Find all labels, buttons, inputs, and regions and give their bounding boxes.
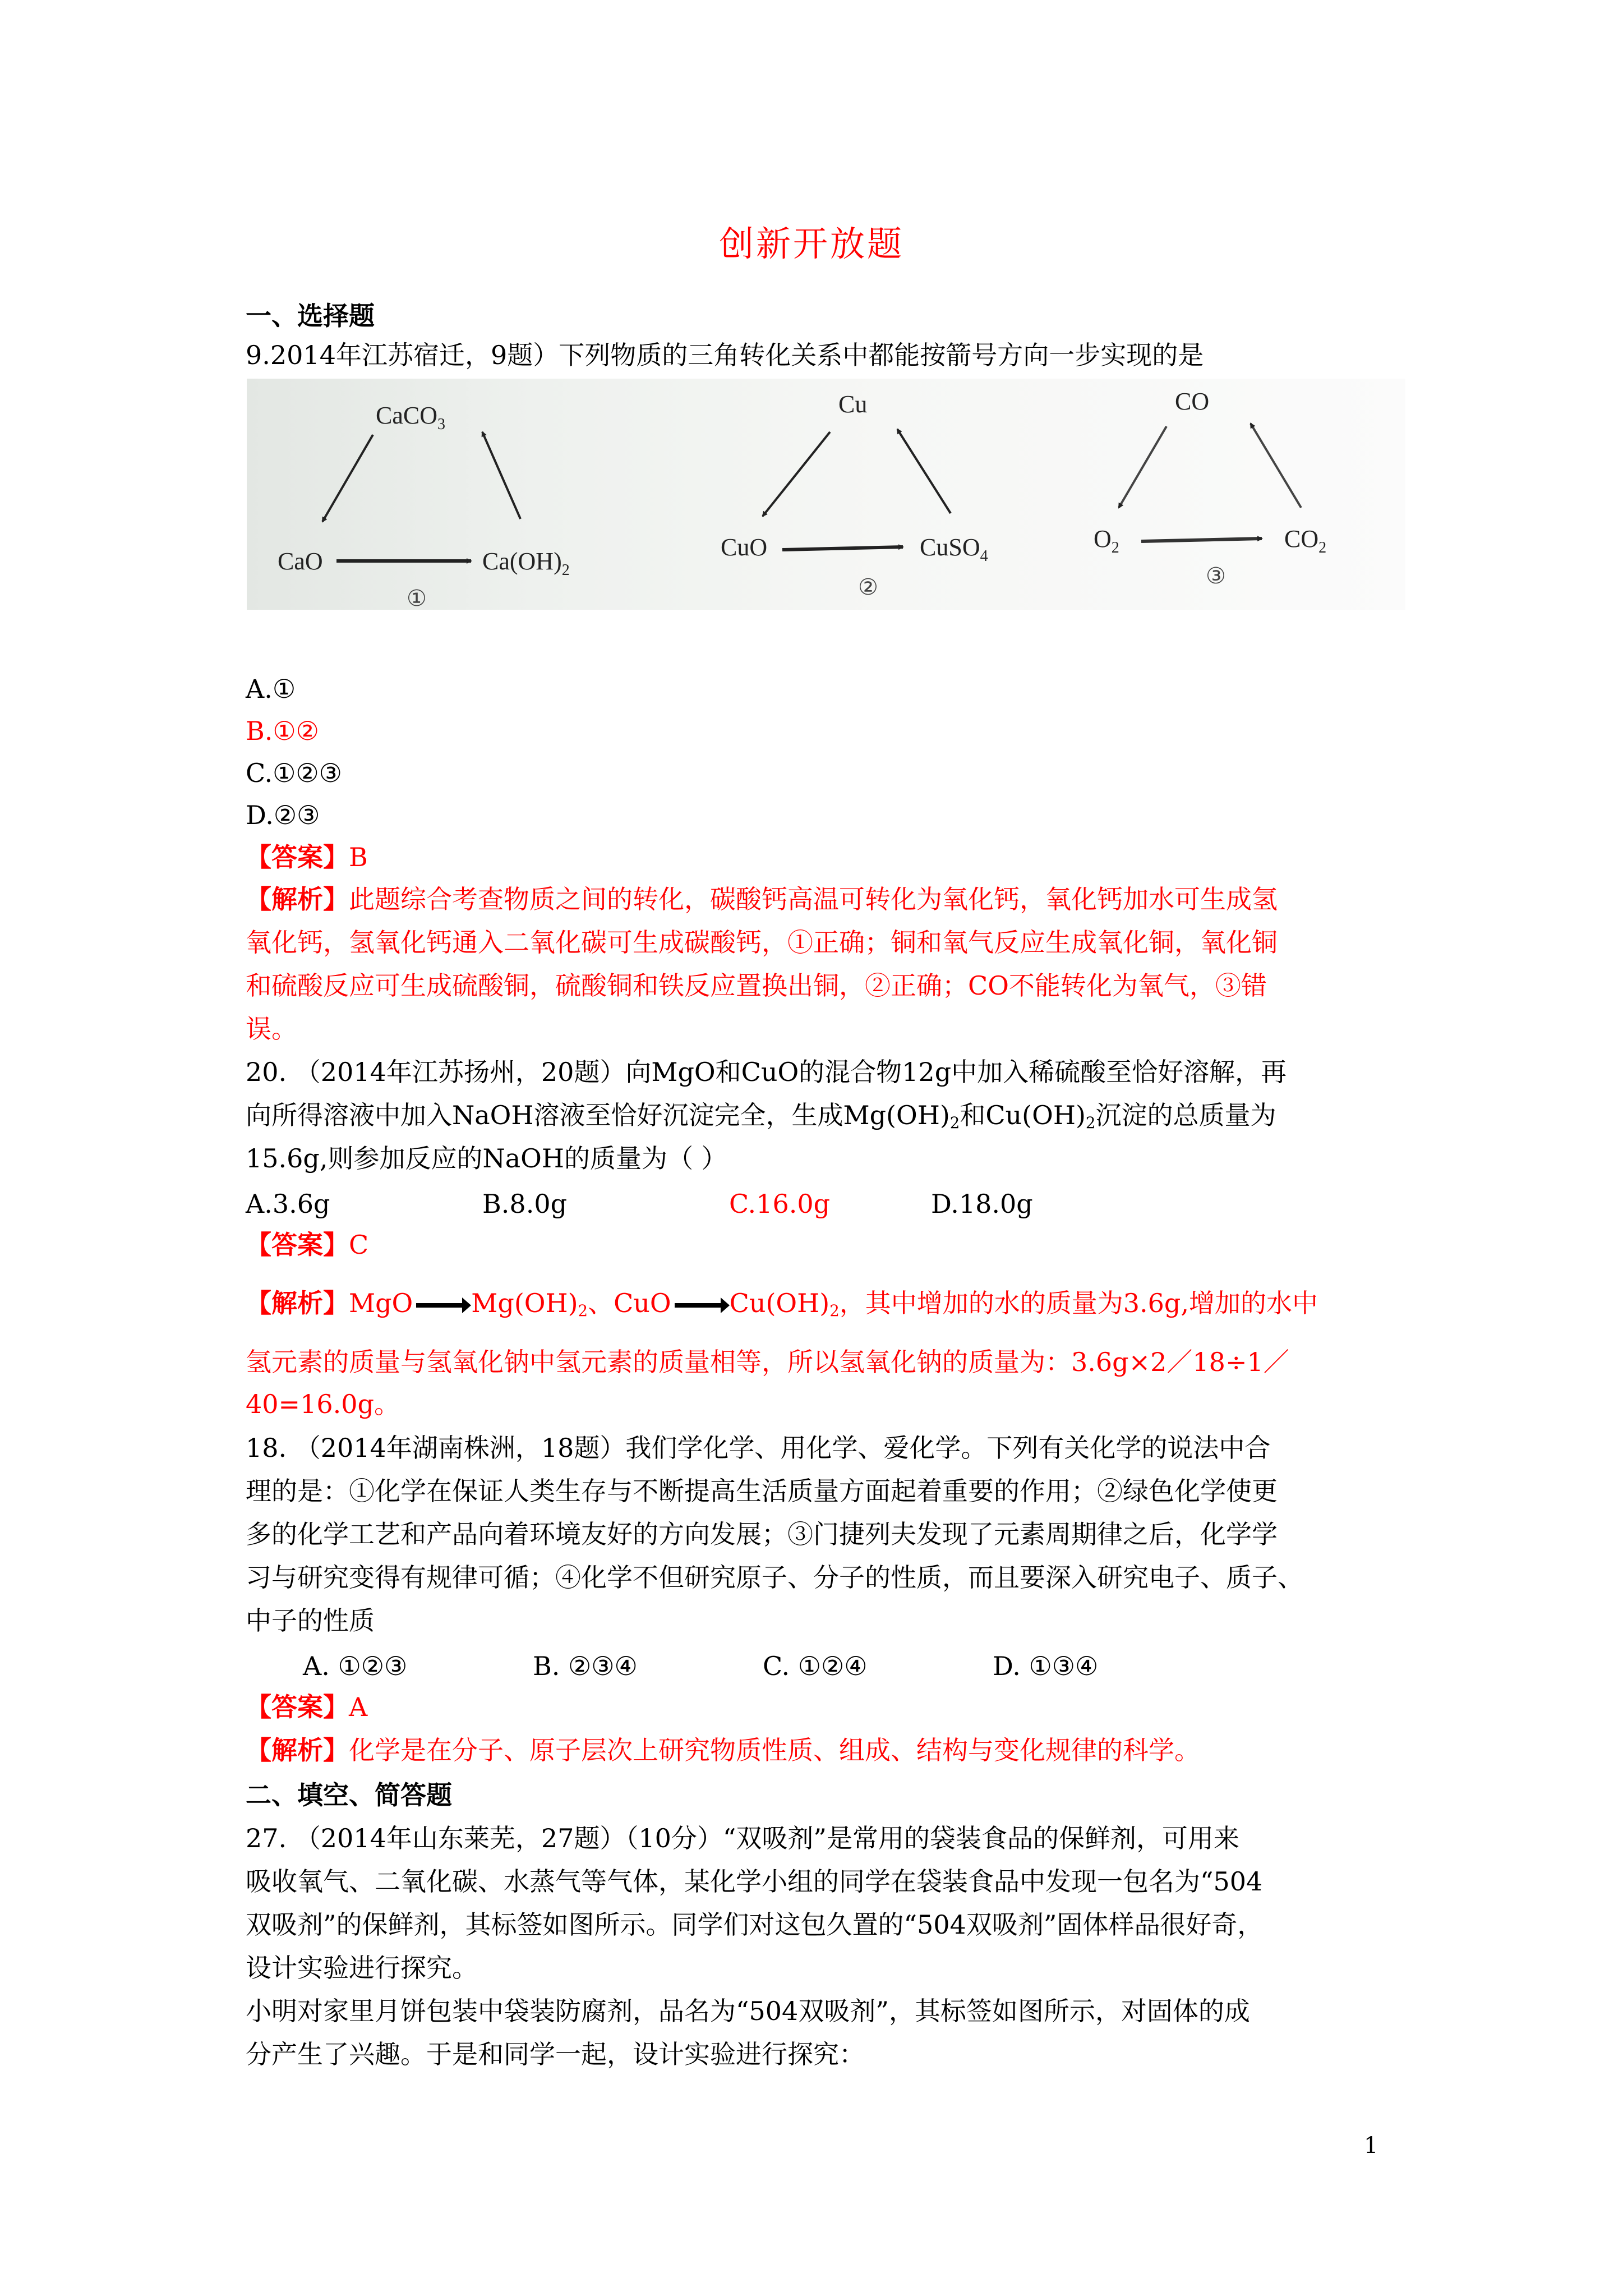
q27-line-2: 吸收氧气、二氧化碳、水蒸气等气体，某化学小组的同学在袋装食品中发现一包名为“504 [246, 1866, 1263, 1897]
t1-top: CaCO$_3$ [376, 402, 445, 433]
q20-option-b: B.8.0g [482, 1189, 568, 1219]
q20-stem-line-3: 15.6g,则参加反应的NaOH的质量为（ ） [246, 1143, 727, 1174]
t2-right: CuSO$_4$ [920, 533, 988, 565]
t3-right: $CO_2$ [1284, 525, 1327, 556]
q20-analysis-line-3: 40=16.0g。 [246, 1389, 400, 1419]
q9-analysis-line-3: 和硫酸反应可生成硫酸铜，硫酸铜和铁反应置换出铜，②正确；CO不能转化为氧气，③错 [246, 970, 1267, 1001]
t1-arrow-right-top [482, 432, 520, 519]
t2-top: Cu [838, 390, 868, 418]
q18-answer: 【答案】A [246, 1692, 368, 1722]
t3-arrow-right-top [1251, 424, 1301, 508]
t2-arrow-left-right [782, 547, 903, 550]
q9-option-a: A.① [246, 674, 296, 704]
q18-stem-line-1: 18. （2014年湖南株洲，18题）我们学化学、用化学、爱化学。下列有关化学的说法中合 [246, 1433, 1271, 1463]
q20-option-d: D.18.0g [931, 1189, 1033, 1219]
q9-conversion-figure [247, 379, 1405, 610]
t1-left: CaO [278, 547, 323, 575]
t2-left: CuO [721, 533, 768, 561]
t3-arrow-left-right [1141, 539, 1262, 541]
reaction-arrow-icon [675, 1303, 726, 1308]
q9-option-b: B.①② [246, 716, 319, 746]
t3-left: $O_2$ [1094, 525, 1119, 556]
q18-option-b: B. ②③④ [533, 1651, 638, 1681]
page-number: 1 [1364, 2133, 1378, 2159]
q27-line-5: 小明对家里月饼包装中袋装防腐剂，品名为“504双吸剂”，其标签如图所示，对固体的成 [246, 1996, 1250, 2026]
q18-option-a: A. ①②③ [303, 1651, 408, 1681]
t3-top: CO [1175, 388, 1210, 415]
q18-stem-line-4: 习与研究变得有规律可循；④化学不但研究原子、分子的性质，而且要深入研究电子、质子、 [246, 1562, 1303, 1593]
q27-line-4: 设计实验进行探究。 [246, 1953, 478, 1983]
t2-arrow-right-top [897, 429, 951, 513]
answer-label: 【答案】 [246, 842, 349, 872]
q9-option-c: C.①②③ [246, 758, 342, 788]
t2-arrow-top-left [763, 432, 830, 516]
triangle-1 [278, 402, 570, 610]
q9-analysis-line-1: 【解析】此题综合考查物质之间的转化，碳酸钙高温可转化为氧化钙，氧化钙加水可生成氢 [246, 884, 1278, 914]
q20-analysis-line-2: 氢元素的质量与氢氧化钠中氢元素的质量相等，所以氢氧化钠的质量为：3.6g×2／18÷1／ [246, 1347, 1289, 1377]
q18-stem-line-3: 多的化学工艺和产品向着环境友好的方向发展；③门捷列夫发现了元素周期律之后，化学学 [246, 1519, 1278, 1549]
q9-analysis-line-4: 误。 [246, 1014, 297, 1044]
q9-answer [246, 844, 368, 870]
q20-answer: 【答案】C [246, 1230, 369, 1260]
q27-line-6: 分产生了兴趣。于是和同学一起，设计实验进行探究： [246, 2039, 865, 2069]
page-title: 创新开放题 [718, 223, 904, 264]
triangle-diagrams [247, 379, 1405, 610]
section-heading-choice: 一、选择题 [246, 301, 375, 331]
q20-option-a: A.3.6g [246, 1189, 330, 1219]
q27-line-1: 27. （2014年山东莱芜，27题）（10分）“双吸剂”是常用的袋装食品的保鲜剂，可用来 [246, 1823, 1239, 1853]
q20-stem-line-1: 20. （2014年江苏扬州，20题）向MgO和CuO的混合物12g中加入稀硫酸至恰好溶解，再 [246, 1057, 1287, 1087]
section-heading-fill: 二、填空、简答题 [246, 1780, 452, 1810]
triangle-3 [1094, 388, 1326, 589]
q9-stem: 9.2014年江苏宿迁，9题）下列物质的三角转化关系中都能按箭号方向一步实现的是 [246, 340, 1204, 370]
t3-label: ③ [1206, 563, 1226, 589]
q9-analysis-line-2: 氧化钙，氢氧化钙通入二氧化碳可生成碳酸钙，①正确；铜和氧气反应生成氧化铜，氧化铜 [246, 927, 1278, 958]
reaction-arrow-icon [416, 1303, 468, 1308]
q18-option-d: D. ①③④ [993, 1651, 1099, 1681]
q18-stem-line-5: 中子的性质 [246, 1605, 375, 1636]
q27-line-3: 双吸剂”的保鲜剂，其标签如图所示。同学们对这包久置的“504双吸剂”固体样品很好奇， [246, 1910, 1264, 1940]
t2-label: ② [858, 574, 878, 600]
q18-analysis: 【解析】化学是在分子、原子层次上研究物质性质、组成、结构与变化规律的科学。 [246, 1735, 1200, 1765]
q9-option-d: D.②③ [246, 800, 320, 830]
t1-arrow-top-left [322, 435, 373, 522]
t3-arrow-top-left [1119, 426, 1166, 508]
q18-option-c: C. ①②④ [763, 1651, 868, 1681]
q20-option-c: C.16.0g [729, 1189, 831, 1219]
q20-stem-line-2: 向所得溶液中加入NaOH溶液至恰好沉淀完全，生成$Mg(OH)_2$和$Cu(OH)_2$沉淀的总质量为 [246, 1100, 1276, 1132]
t1-right: $Ca(OH)_2$ [482, 547, 570, 579]
t1-label: ① [407, 586, 427, 610]
q18-stem-line-2: 理的是：①化学在保证人类生存与不断提高生活质量方面起着重要的作用；②绿色化学使更 [246, 1476, 1278, 1506]
triangle-2 [721, 390, 988, 600]
analysis-label: 【解析】 [246, 884, 349, 914]
answer-value: B [349, 842, 368, 872]
q20-analysis-line-1: 【解析】MgO $Mg(OH)_2$、CuO $Cu(OH)_2$，其中增加的水的质量为3.6g,增加的水中 [246, 1288, 1318, 1320]
